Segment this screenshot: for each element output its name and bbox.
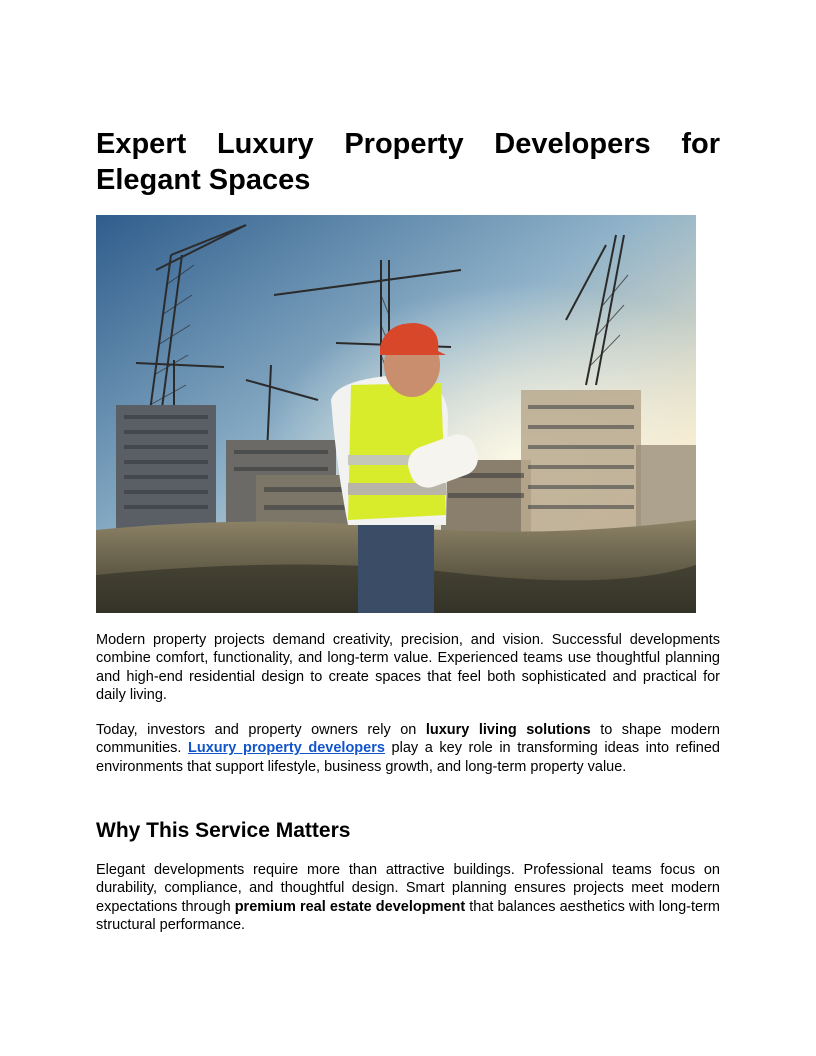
paragraph-text: Today, investors and property owners rely on	[96, 722, 426, 738]
service-paragraph	[96, 861, 720, 934]
hero-image	[96, 215, 696, 613]
luxury-property-developers-link[interactable]: Luxury property developers	[188, 740, 385, 757]
paragraph-text: that balances aesthetics with long-term structural performance.	[96, 898, 720, 933]
page-title: Expert Luxury Property Developers for Elegant Spaces	[96, 128, 720, 196]
solutions-paragraph	[96, 721, 720, 776]
intro-paragraph: Modern property projects demand creativity, precision, and vision. Successful developments combine comfort, functionality, and long-term value. Experienced teams use thoughtful planning and high-end residential design to create spaces that feel both sophisticated and practical for daily living.	[96, 632, 720, 703]
bold-phrase-premium-development: premium real estate development	[234, 898, 466, 915]
section-heading: Why This Service Matters	[96, 819, 351, 842]
paragraph-text: play a key role in transforming ideas into refined environments that support lifestyle, business growth, and long-term property value.	[96, 740, 720, 775]
paragraph-text: Elegant developments require more than attractive buildings. Professional teams focus on durability, compliance, and thoughtful design. Smart planning ensures projects meet modern expectations through	[96, 862, 720, 915]
paragraph-text: to shape modern communities.	[96, 722, 720, 757]
construction-site-photo-icon	[96, 215, 696, 613]
bold-phrase-luxury-living: luxury living solutions	[425, 722, 591, 738]
